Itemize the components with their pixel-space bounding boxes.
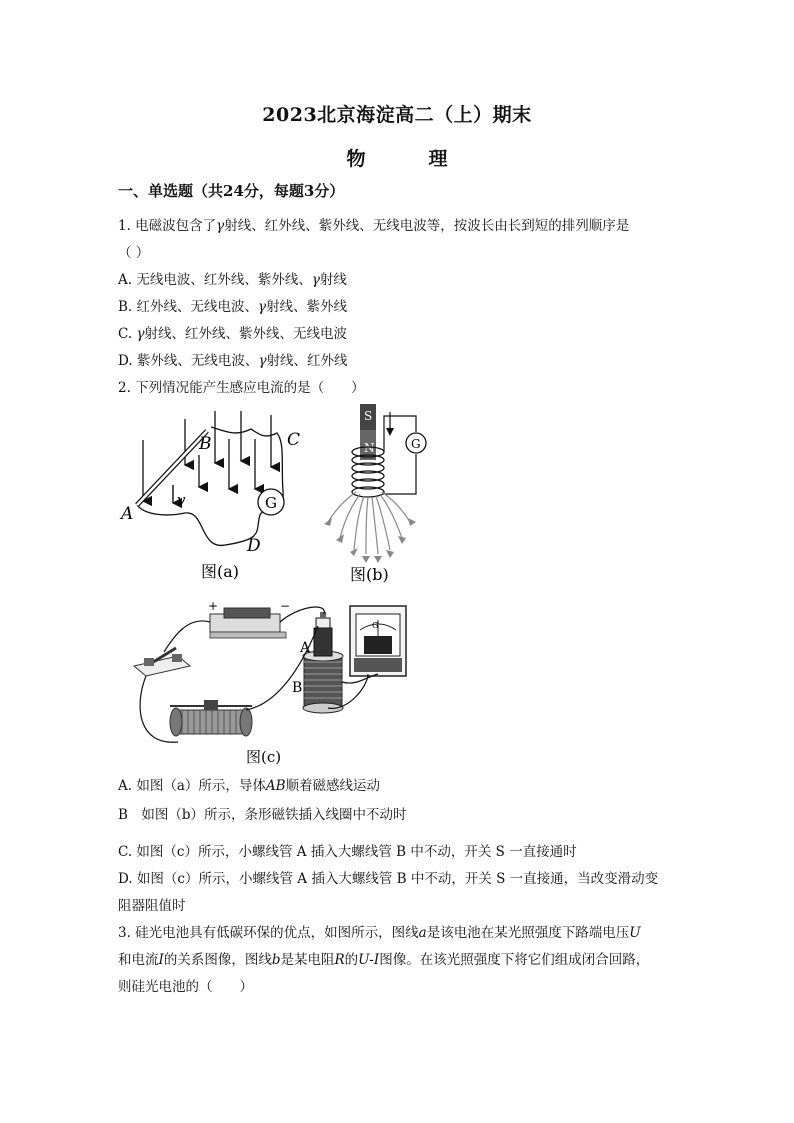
figure-b	[322, 402, 437, 587]
figure-c	[128, 596, 418, 768]
galvanometer-meter	[350, 606, 406, 676]
coil	[352, 447, 384, 497]
solenoid-a	[314, 612, 332, 656]
q2-stem: 2. 下列情况能产生感应电流的是（ ）	[118, 380, 365, 396]
q1-blank: （ ）	[118, 245, 150, 261]
svg-text:G: G	[265, 494, 277, 512]
svg-text:N: N	[364, 441, 375, 455]
q3-line-1: 3. 硅光电池具有低碳环保的优点，如图所示，图线a是该电池在某光照强度下路端电压U	[118, 925, 641, 941]
section-heading: 一、单选题（共24分，每题3分）	[118, 182, 345, 200]
q1-stem: 1. 电磁波包含了γ射线、红外线、紫外线、无线电波等，按波长由长到短的排列顺序是	[118, 218, 630, 234]
svg-text:S: S	[364, 409, 373, 423]
label-d: D	[247, 536, 261, 556]
battery	[208, 599, 290, 638]
page-title: 2023北京海淀高二（上）期末	[262, 104, 532, 126]
figure-a-caption: 图(a)	[201, 562, 240, 581]
conductor-rod-ab	[137, 431, 207, 505]
label-v: v	[177, 491, 186, 509]
svg-text:G: G	[372, 621, 379, 630]
gamma-symbol: γ	[216, 218, 225, 234]
label-c: C	[287, 430, 301, 450]
q2-option-b[interactable]: B 如图（b）所示，条形磁铁插入线圈中不动时	[118, 807, 407, 823]
label-solenoid-b: B	[292, 680, 303, 696]
svg-text:−: −	[280, 599, 291, 613]
field-lines	[328, 492, 410, 554]
figure-b-caption: 图(b)	[350, 565, 389, 584]
q1-option-b[interactable]: B. 红外线、无线电波、γ射线、紫外线	[118, 299, 348, 315]
q3-line-2: 和电流I的关系图像，图线b是某电阻R的U-I图像。在该光照强度下将它们组成闭合回路，	[118, 952, 650, 968]
q2-option-d[interactable]: D. 如图（c）所示，小螺线管 A 插入大螺线管 B 中不动，开关 S 一直接通，当改变滑动变	[118, 871, 659, 887]
q1-option-a[interactable]: A. 无线电波、红外线、紫外线、γ射线	[118, 272, 347, 288]
q1-option-c[interactable]: C. γ射线、红外线、紫外线、无线电波	[118, 326, 348, 342]
figure-a	[115, 405, 315, 585]
figure-c-caption: 图(c)	[246, 748, 282, 766]
q2-option-d-cont: 阻器阻值时	[118, 898, 186, 914]
svg-text:G: G	[411, 437, 421, 451]
q2-option-c[interactable]: C. 如图（c）所示，小螺线管 A 插入大螺线管 B 中不动，开关 S 一直接通时	[118, 844, 577, 860]
switch	[134, 648, 190, 676]
label-b: B	[199, 434, 212, 454]
solenoid-b	[303, 651, 343, 713]
subject-heading: 物 理	[346, 148, 470, 170]
label-solenoid-a: A	[300, 640, 311, 656]
q3-line-3: 则硅光电池的（ ）	[118, 979, 253, 995]
q1-option-d[interactable]: D. 紫外线、无线电波、γ射线、红外线	[118, 353, 348, 369]
magnetic-field-lines	[143, 411, 271, 503]
label-a: A	[121, 504, 134, 524]
q2-option-a[interactable]: A. 如图（a）所示，导体AB顺着磁感线运动	[118, 778, 381, 794]
svg-text:+: +	[208, 599, 219, 613]
rheostat	[170, 700, 252, 736]
